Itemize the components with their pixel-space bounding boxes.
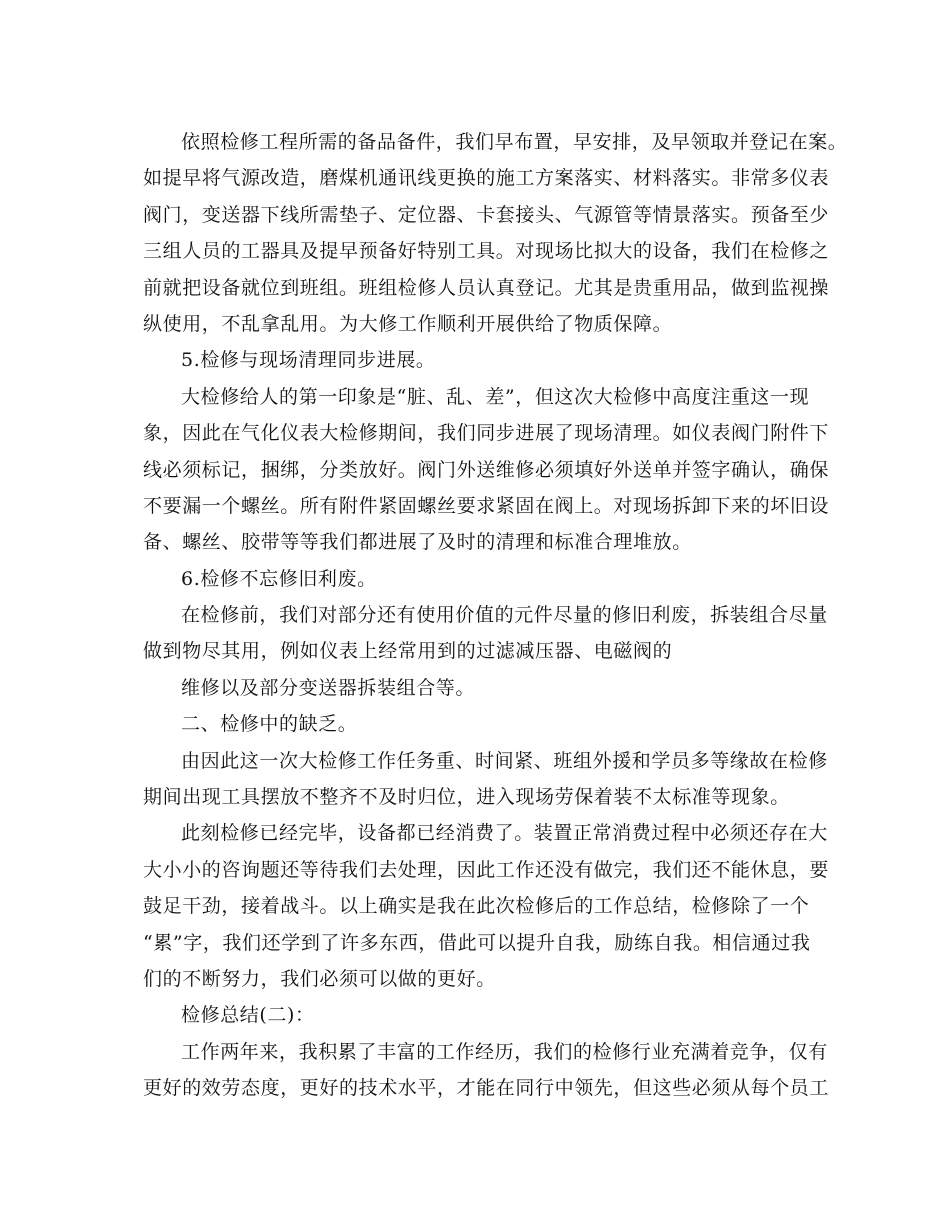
text-line: 纵使用，不乱拿乱用。为大修工作顺利开展供给了物质保障。 <box>143 312 673 335</box>
text-line: 依照检修工程所需的备品备件，我们早布置，早安排，及早领取并登记在案。 <box>181 131 848 153</box>
text-line: 做到物尽其用，例如仪表上经常用到的过滤减压器、电磁阀的 <box>143 640 673 663</box>
text-line: 备、螺丝、胶带等等我们都进展了及时的清理和标准合理堆放。 <box>143 531 692 554</box>
text-line: 如提早将气源改造，磨煤机通讯线更换的施工方案落实、材料落实。非常多仪表 <box>143 167 830 190</box>
text-line: 5.检修与现场清理同步进展。 <box>181 349 436 372</box>
text-line: “累”字，我们还学到了许多东西，借此可以提升自我，励练自我。相信通过我 <box>143 931 811 954</box>
text-line: 大小小的咨询题还等待我们去处理，因此工作还没有做完，我们还不能休息，要 <box>143 858 830 881</box>
text-line: 此刻检修已经完毕，设备都已经消费了。装置正常消费过程中必须还存在大 <box>181 822 828 845</box>
text-line: 不要漏一个螺丝。所有附件紧固螺丝要求紧固在阀上。对现场拆卸下来的坏旧设 <box>143 494 830 517</box>
text-line: 在检修前，我们对部分还有使用价值的元件尽量的修旧利废，拆装组合尽量 <box>181 604 828 627</box>
text-line: 由因此这一次大检修工作任务重、时间紧、班组外援和学员多等缘故在检修 <box>181 749 828 772</box>
body-text <box>143 124 848 1107</box>
text-line: 检修总结(二)： <box>181 1004 315 1027</box>
text-line: 前就把设备就位到班组。班组检修人员认真登记。尤其是贵重用品，做到监视操 <box>143 276 830 299</box>
text-line: 阀门，变送器下线所需垫子、定位器、卡套接头、气源管等情景落实。预备至少 <box>143 203 830 226</box>
text-line: 鼓足干劲，接着战斗。以上确实是我在此次检修后的工作总结，检修除了一个 <box>143 895 810 918</box>
text-line: 们的不断努力，我们必须可以做的更好。 <box>143 967 496 990</box>
text-line: 线必须标记，捆绑，分类放好。阀门外送维修必须填好外送单并签字确认，确保 <box>143 458 830 481</box>
text-line: 二、检修中的缺乏。 <box>181 713 358 736</box>
text-line: 工作两年来，我积累了丰富的工作经历，我们的检修行业充满着竞争，仅有 <box>181 1040 828 1063</box>
text-line: 期间出现工具摆放不整齐不及时归位，进入现场劳保着装不太标准等现象。 <box>143 786 790 809</box>
text-line: 三组人员的工器具及提早预备好特别工具。对现场比拟大的设备，我们在检修之 <box>143 240 830 263</box>
text-line: 象，因此在气化仪表大检修期间，我们同步进展了现场清理。如仪表阀门附件下 <box>143 422 830 445</box>
text-line: 6.检修不忘修旧利废。 <box>181 567 377 590</box>
text-line: 大检修给人的第一印象是“脏、乱、差”，但这次大检修中高度注重这一现 <box>181 385 810 408</box>
text-line: 维修以及部分变送器拆装组合等。 <box>181 676 476 699</box>
text-line: 更好的效劳态度，更好的技术水平，才能在同行中领先，但这些必须从每个员工 <box>143 1077 830 1100</box>
